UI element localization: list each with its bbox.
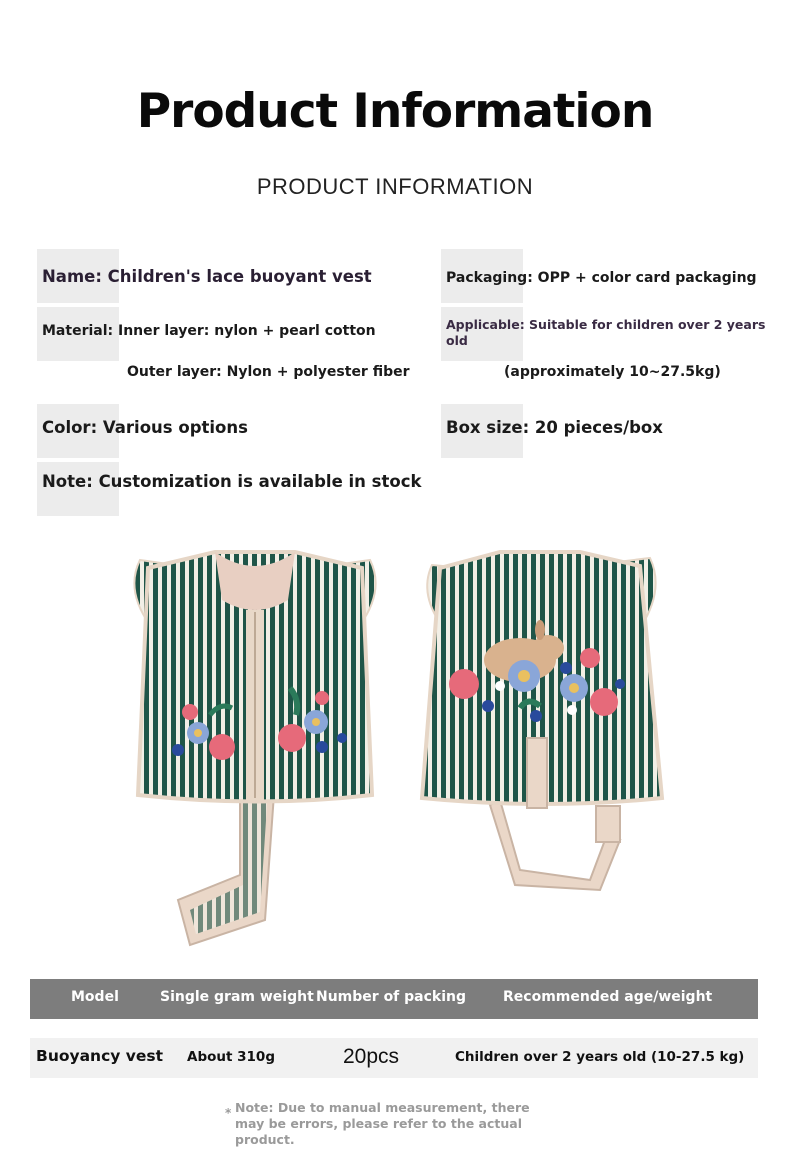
info-material [42,323,376,339]
info-note-value: Customization is available in stock [92,472,422,491]
note-star: * [225,1106,232,1120]
page-subtitle: PRODUCT INFORMATION [256,174,534,199]
info-applicable-weight: (approximately 10~27.5kg) [504,364,721,380]
info-note-label: Note: [42,472,93,491]
info-name-value: Children's lace buoyant vest [101,267,372,286]
page-title: Product Information [136,84,654,139]
info-note [42,472,421,491]
info-color-label: Color: [42,418,98,437]
info-applicable-label: Applicable: [446,317,525,332]
info-material-value: Inner layer: nylon + pearl cotton [113,323,376,339]
td-weight: About 310g [187,1049,275,1065]
info-material-label: Material: [42,323,114,339]
th-recommended: Recommended age/weight [503,989,713,1005]
info-applicable-value: Suitable for children over 2 years [524,317,766,332]
vest-front-image [134,552,375,945]
info-packaging [446,270,757,286]
info-name [42,267,372,286]
td-model: Buoyancy vest [36,1047,164,1065]
info-applicable-value2: old [446,333,468,348]
th-model: Model [71,989,119,1005]
vest-back-image [422,552,662,890]
info-applicable [446,317,765,332]
th-weight: Single gram weight [160,989,314,1005]
info-packaging-value: OPP + color card packaging [532,270,757,286]
info-packaging-label: Packaging: [446,270,533,286]
td-packing: 20pcs [343,1045,400,1068]
info-color [42,418,248,437]
info-material-outer: Outer layer: Nylon + polyester fiber [127,364,410,380]
info-box-size [446,418,663,437]
product-images [0,540,790,960]
note-text: Note: Due to manual measurement, there may be errors, please refer to the actual product. [235,1100,530,1147]
td-recommended: Children over 2 years old (10-27.5 kg) [455,1049,745,1065]
info-box-value: 20 pieces/box [529,418,663,437]
th-packing: Number of packing [316,989,467,1005]
info-box-label: Box size: [446,418,530,437]
info-color-value: Various options [97,418,248,437]
info-name-label: Name: [42,267,102,286]
